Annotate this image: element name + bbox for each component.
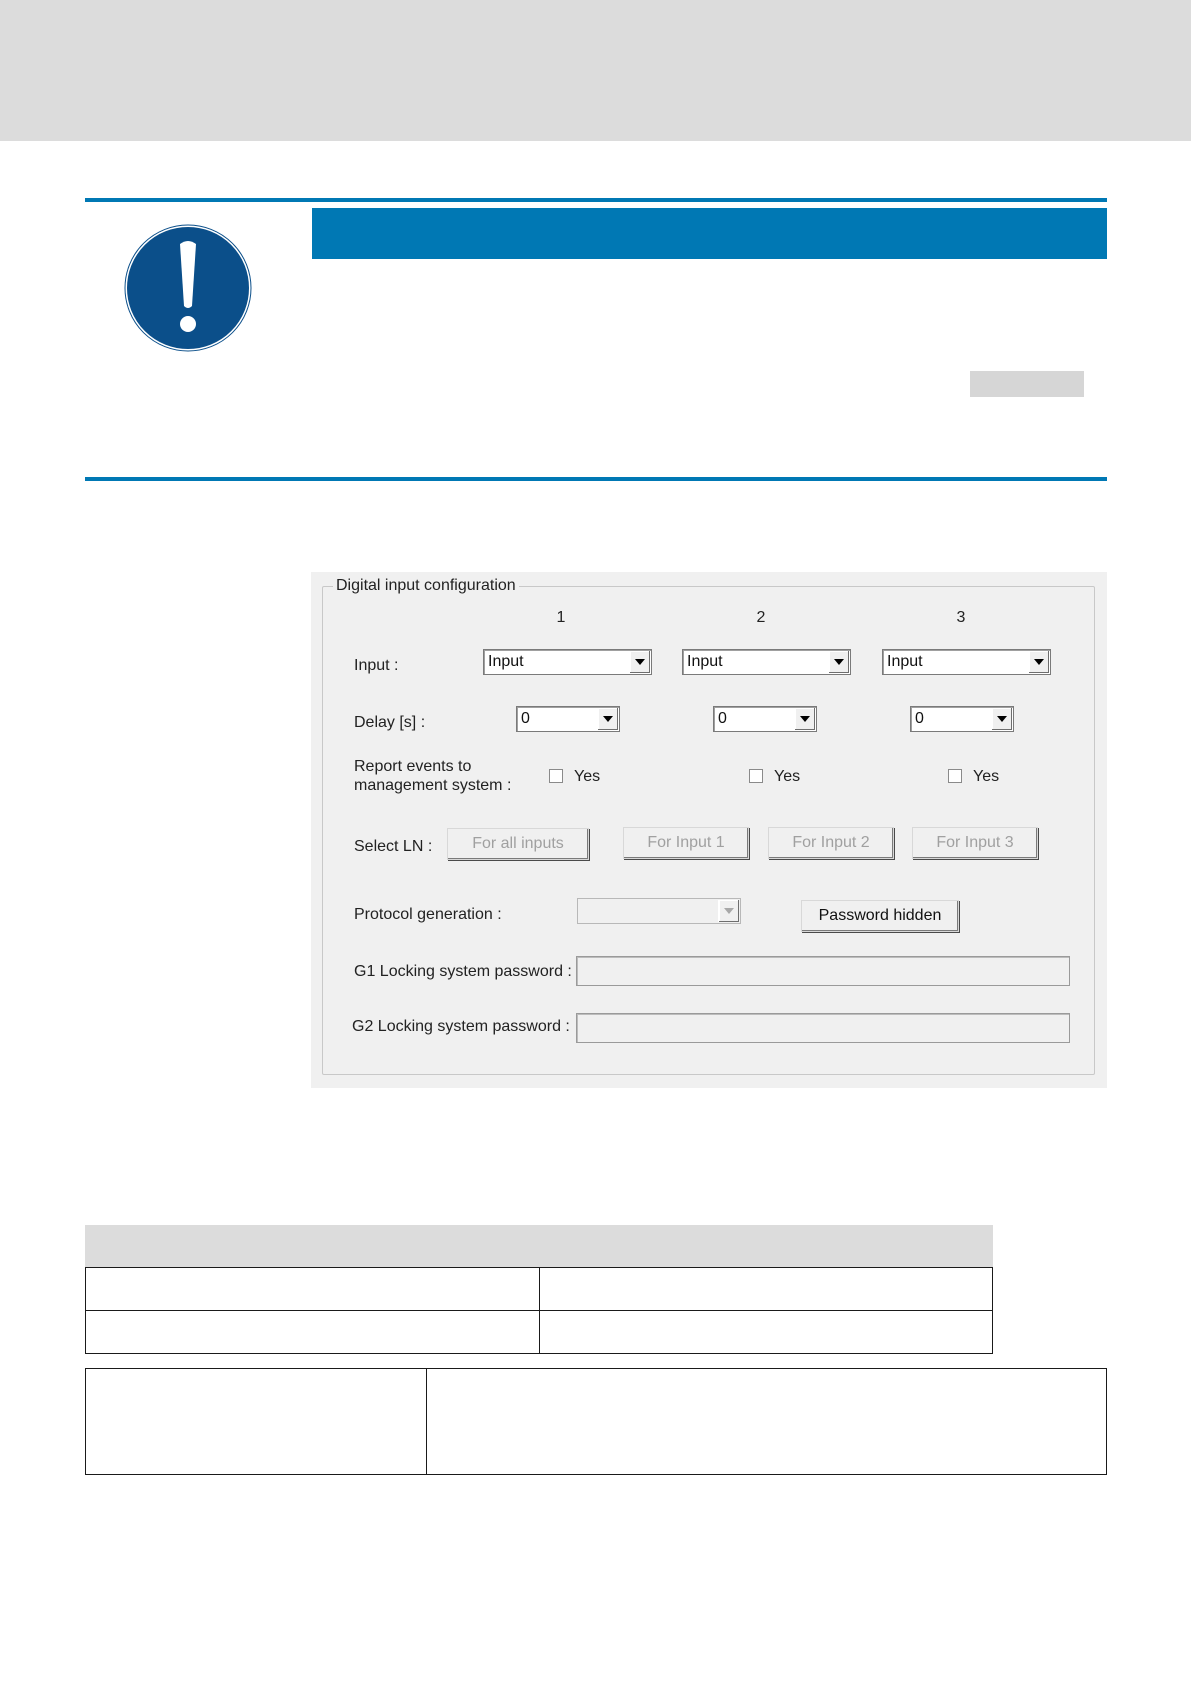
input-label: Input : [354,657,399,674]
report-checkbox-1-label: Yes [574,768,601,785]
delay-select-2[interactable] [713,706,817,732]
exclamation-circle-icon [124,224,252,352]
input-select-3-value: Input [887,653,923,670]
input-select-2-value: Input [687,653,723,670]
table-cell [86,1311,540,1354]
for-all-inputs-button[interactable]: For all inputs [447,828,589,860]
report-checkbox-2[interactable] [749,769,763,783]
table-cell [540,1268,993,1311]
chevron-down-icon[interactable] [597,708,618,730]
chevron-down-icon[interactable] [794,708,815,730]
report-checkbox-1[interactable] [549,769,563,783]
chevron-down-icon[interactable] [1028,651,1049,673]
delay-select-2-value: 0 [718,710,727,727]
page-header-band [0,0,1191,141]
for-input-3-button[interactable]: For Input 3 [912,827,1038,859]
input-select-2[interactable] [682,649,851,675]
delay-label: Delay [s] : [354,714,426,731]
delay-select-3[interactable] [910,706,1014,732]
report-events-label-line1: Report events to [354,758,472,775]
chevron-down-icon[interactable] [991,708,1012,730]
table-cell [86,1268,540,1311]
delay-select-1[interactable] [516,706,620,732]
table-cell [86,1369,427,1475]
report-events-label-line2: management system : [354,777,512,794]
notice-reference-chip [970,371,1084,397]
table-row [86,1311,993,1354]
chevron-down-icon[interactable] [828,651,849,673]
digital-input-dialog [311,572,1107,1088]
delay-select-1-value: 0 [521,710,530,727]
column-header-1: 1 [556,609,566,626]
chevron-down-icon[interactable] [629,651,650,673]
notice-header-bar [312,208,1107,259]
table-header-bar [85,1225,993,1267]
delay-select-3-value: 0 [915,710,924,727]
group-title: Digital input configuration [333,577,519,595]
chevron-down-icon[interactable] [718,900,739,922]
notice-bottom-rule [85,477,1107,481]
column-header-2: 2 [756,609,766,626]
for-input-1-button[interactable]: For Input 1 [623,827,749,859]
table-row [86,1268,993,1311]
parameter-table [85,1267,993,1354]
column-header-3: 3 [956,609,966,626]
g1-password-field[interactable] [576,956,1070,986]
report-checkbox-3-label: Yes [973,768,1000,785]
protocol-generation-select[interactable] [577,898,741,924]
table-cell [540,1311,993,1354]
g1-password-label: G1 Locking system password : [354,963,572,980]
input-select-1-value: Input [488,653,524,670]
protocol-generation-label: Protocol generation : [354,906,502,923]
input-select-1[interactable] [483,649,652,675]
report-checkbox-2-label: Yes [774,768,801,785]
note-table [85,1368,1107,1475]
report-checkbox-3[interactable] [948,769,962,783]
notice-top-rule [85,198,1107,202]
for-input-2-button[interactable]: For Input 2 [768,827,894,859]
table-row [86,1369,1107,1475]
table-cell [427,1369,1107,1475]
password-hidden-button[interactable]: Password hidden [801,900,959,932]
input-select-3[interactable] [882,649,1051,675]
g2-password-label: G2 Locking system password : [352,1018,570,1035]
g2-password-field[interactable] [576,1013,1070,1043]
select-ln-label: Select LN : [354,838,433,855]
